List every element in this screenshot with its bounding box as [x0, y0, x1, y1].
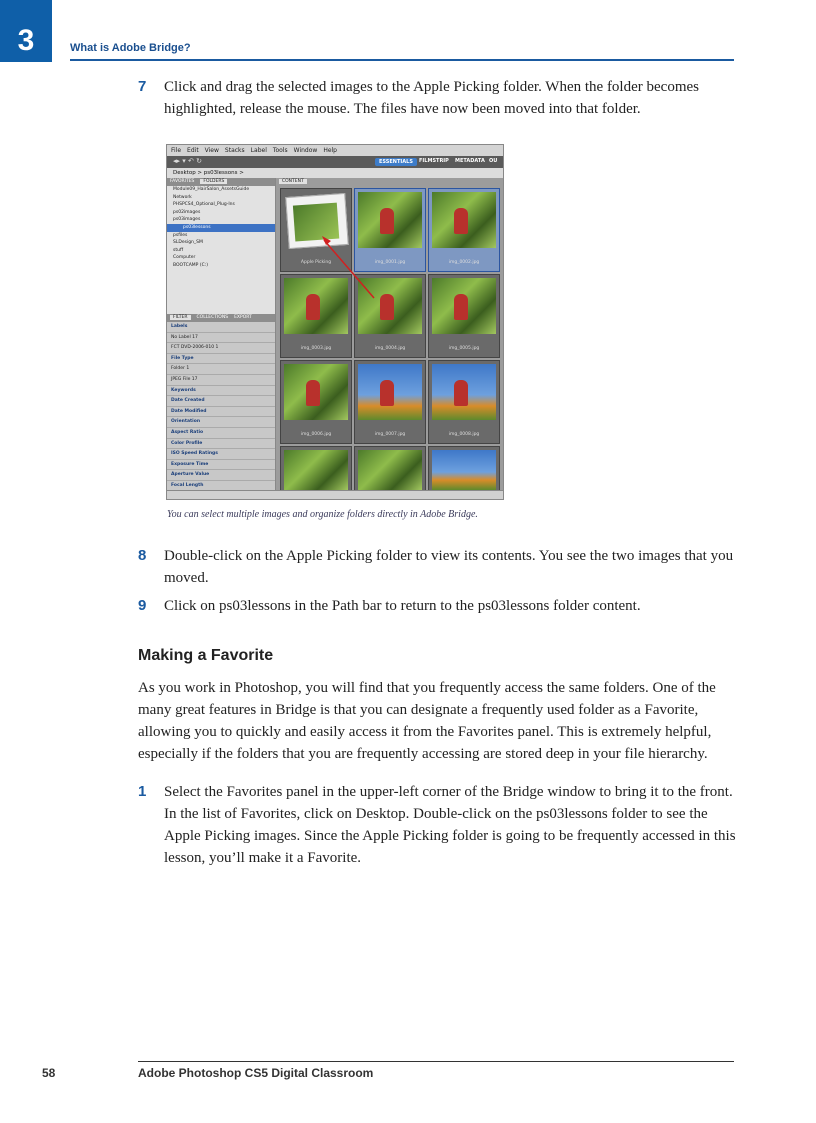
filter-row: Exposure Time — [167, 460, 275, 471]
filter-row: Aspect Ratio — [167, 428, 275, 439]
thumb-image: img_0002.jpg — [428, 188, 500, 272]
filter-row: JPEG File 17 — [167, 375, 275, 386]
footer-rule — [138, 1061, 734, 1062]
filter-row: Orientation — [167, 417, 275, 428]
toolbar — [167, 156, 503, 168]
filter-row: No Label 17 — [167, 333, 275, 344]
tab-collections: COLLECTIONS — [196, 315, 229, 320]
header-rule — [70, 59, 734, 61]
filter-row: Aperture Value — [167, 470, 275, 481]
left-panels — [167, 178, 276, 491]
nav-arrows-icon: ◂▸ ▾ ↶ ↻ — [173, 157, 202, 165]
chapter-number-badge: 3 — [0, 0, 52, 62]
thumb-image: img_0005.jpg — [428, 274, 500, 358]
footer-book-title: Adobe Photoshop CS5 Digital Classroom — [138, 1066, 374, 1080]
folder-tree — [167, 186, 275, 304]
thumb-image: img_0007.jpg — [354, 360, 426, 444]
thumb-image: img_0004.jpg — [354, 274, 426, 358]
menu-label: Label — [250, 147, 267, 154]
tree-item: Computer — [173, 255, 196, 261]
page-number: 58 — [42, 1066, 56, 1080]
workspace-filmstrip: FILMSTRIP — [419, 158, 449, 164]
bridge-screenshot — [166, 144, 504, 500]
menu-window: Window — [293, 147, 318, 154]
drag-arrow-icon — [276, 178, 502, 494]
tab-folders: FOLDERS — [200, 179, 227, 184]
workspace-essentials: ESSENTIALS — [375, 158, 417, 166]
favorites-folders-tabs — [167, 178, 275, 186]
filter-row: FCT DVD-2006-010 1 — [167, 343, 275, 354]
menu-view: View — [204, 147, 219, 154]
section-heading: Making a Favorite — [138, 647, 274, 664]
filter-row: Date Created — [167, 396, 275, 407]
menu-help: Help — [323, 147, 337, 154]
tab-export: EXPORT — [234, 315, 252, 320]
path-bar: Desktop > ps03lessons > — [167, 168, 503, 178]
tree-item: SLDesign_SM — [173, 240, 203, 246]
filter-tabs — [167, 314, 275, 322]
thumb-image: img_0001.jpg — [354, 188, 426, 272]
menu-tools: Tools — [272, 147, 288, 154]
filter-row: Folder 1 — [167, 364, 275, 375]
filter-row: File Type — [167, 354, 275, 365]
thumb-folder: Apple Picking — [280, 188, 352, 272]
tree-item-selected: ps03lessons — [167, 224, 275, 232]
step-9: 9 Click on ps03lessons in the Path bar to return to the ps03lessons folder content. — [138, 597, 641, 614]
thumb-image: img_0006.jpg — [280, 360, 352, 444]
menu-file: File — [171, 147, 182, 154]
filter-panel — [167, 314, 275, 491]
menu-bar — [167, 145, 503, 156]
tree-item: ps03images — [173, 217, 201, 223]
tree-item: BOOTCAMP (C:) — [173, 262, 208, 268]
thumb-image: img_0003.jpg — [280, 274, 352, 358]
tab-filter: FILTER — [170, 315, 191, 320]
tree-item: Network — [173, 194, 192, 200]
content-panel — [276, 178, 503, 491]
status-bar — [167, 490, 503, 499]
tree-item: psfiles — [173, 232, 188, 238]
step-7: 7 Click and drag the selected images to the Apple Picking folder. When the folder becomes highlighted, release the mouse. The files have now been moved into that folder. — [138, 78, 699, 117]
tree-item: stuff — [173, 247, 184, 253]
step-1: 1 Select the Favorites panel in the upper-left corner of the Bridge window to bring it to the front. In the list of Favorites, click on Desktop. Double-click on the ps03lessons folder to see the Apple Picking images. Since the Apple Picking folder is going to be frequently accessed in this lesson, you’ll make it a Favorite. — [138, 783, 736, 866]
workspace-output: OU — [489, 158, 498, 164]
content-tab: CONTENT — [276, 178, 503, 186]
filter-row: Focal Length — [167, 481, 275, 492]
running-title: What is Adobe Bridge? — [70, 42, 191, 54]
filter-row: Keywords — [167, 386, 275, 397]
filter-row: Labels — [167, 322, 275, 333]
filter-row: Color Profile — [167, 439, 275, 450]
menu-stacks: Stacks — [224, 147, 245, 154]
workspace-metadata: METADATA — [455, 158, 485, 164]
section-paragraph: As you work in Photoshop, you will find that you frequently access the same folders. One of the many great features in Bridge is that you can designate a frequently used folder as a Favorite, allowing you to quickly and easily access it from the Favorites panel. This is extremely helpful, especially if the folders that you are frequently accessing are stored deep in your file hierarchy. — [138, 680, 716, 762]
filter-row: ISO Speed Ratings — [167, 449, 275, 460]
tree-item: ps02images — [173, 209, 201, 215]
filter-row: Date Modified — [167, 407, 275, 418]
step-8: 8 Double-click on the Apple Picking folder to view its contents. You see the two images that you moved. — [138, 547, 734, 586]
menu-edit: Edit — [187, 147, 199, 154]
tab-favorites: FAVORITES — [170, 179, 195, 184]
tree-item: Module09_HairSalon_AssetsGuide — [173, 187, 250, 192]
tree-item: PHSPCS4_Optional_Plug-Ins — [173, 202, 235, 208]
thumb-image: img_0008.jpg — [428, 360, 500, 444]
figure-caption: You can select multiple images and organize folders directly in Adobe Bridge. — [167, 509, 478, 520]
